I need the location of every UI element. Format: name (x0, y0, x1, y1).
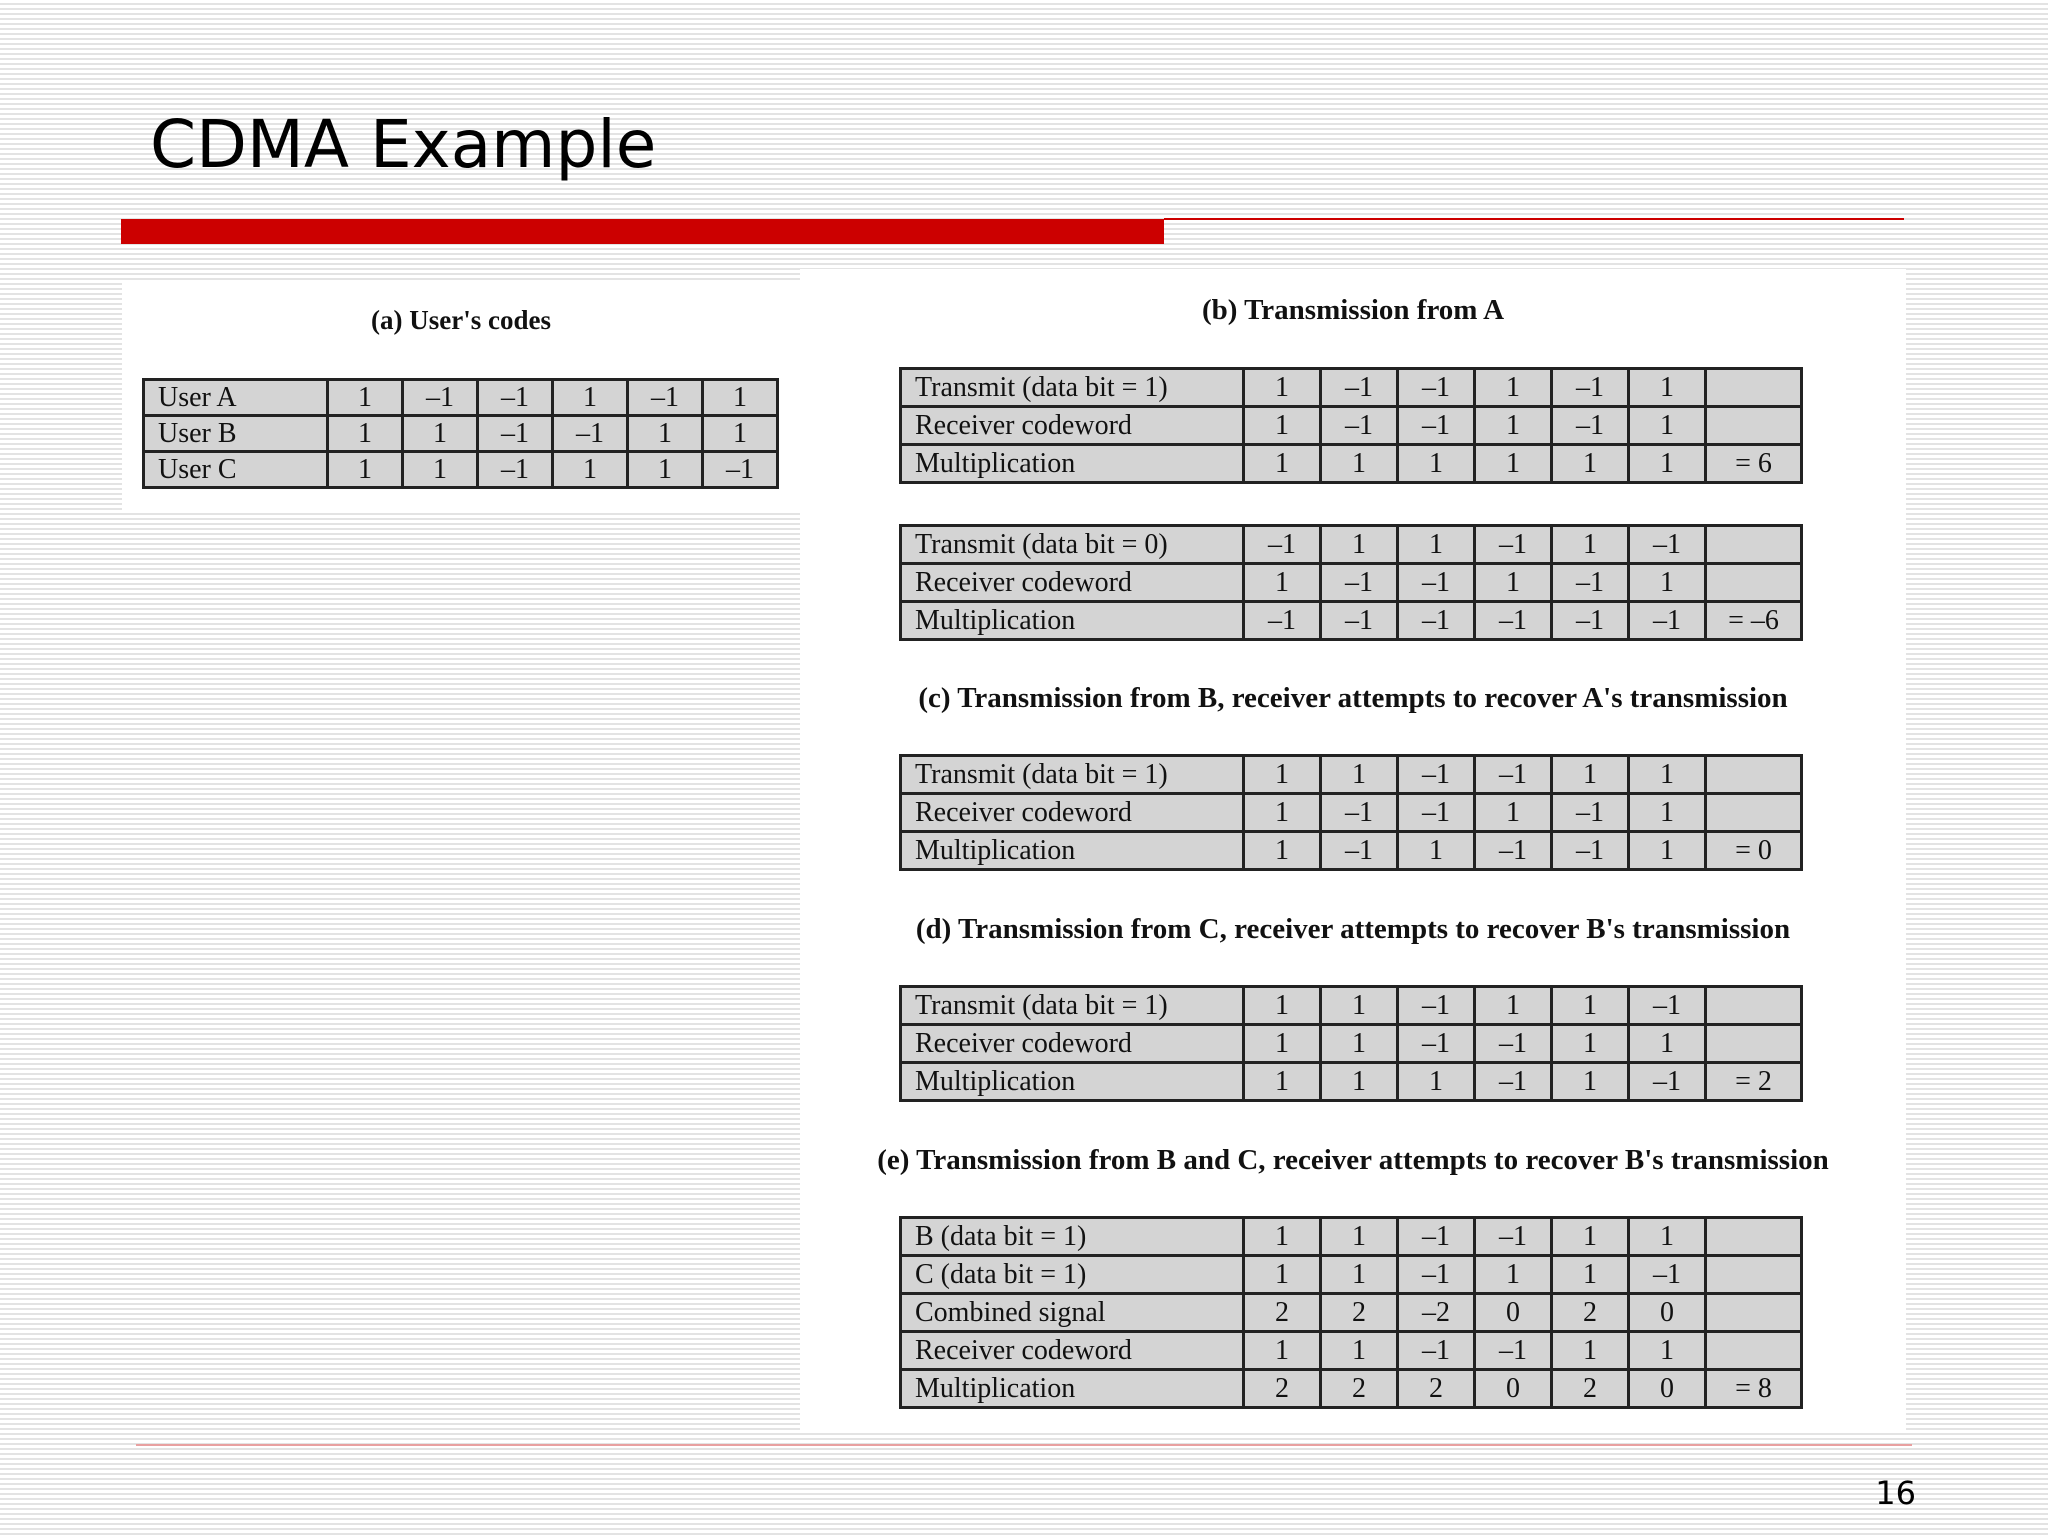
chip-value: 1 (1552, 987, 1629, 1025)
chip-value: 0 (1629, 1370, 1706, 1408)
chip-value: –1 (403, 380, 478, 416)
chip-value: 1 (1321, 445, 1398, 483)
chip-value: 1 (403, 452, 478, 488)
chip-value: –1 (1475, 1063, 1552, 1101)
footer-rule (136, 1444, 1912, 1446)
chip-value: –1 (628, 380, 703, 416)
chip-value: –1 (478, 452, 553, 488)
chip-value: 1 (1629, 1025, 1706, 1063)
chip-value: 1 (1244, 564, 1321, 602)
chip-value: 2 (1244, 1370, 1321, 1408)
chip-value: –1 (1629, 987, 1706, 1025)
chip-value: –1 (1475, 1218, 1552, 1256)
chip-value: 1 (553, 452, 628, 488)
chip-value: –1 (1321, 564, 1398, 602)
chip-value: –1 (1629, 526, 1706, 564)
chip-value: 1 (1629, 794, 1706, 832)
transmission-c-table (899, 985, 1803, 1102)
chip-value: –1 (1552, 794, 1629, 832)
chip-value: 1 (1321, 1256, 1398, 1294)
chip-value: –1 (1475, 1025, 1552, 1063)
chip-value: 1 (1321, 1025, 1398, 1063)
chip-value: –1 (1475, 756, 1552, 794)
chip-value: –1 (1321, 832, 1398, 870)
chip-value: 1 (1321, 526, 1398, 564)
row-label: Receiver codeword (901, 1332, 1244, 1370)
chip-value: 2 (1321, 1370, 1398, 1408)
chip-value: 1 (1244, 369, 1321, 407)
transmission-b-table (899, 754, 1803, 871)
chip-value: –1 (1321, 369, 1398, 407)
table-row (901, 1218, 1802, 1256)
chip-value: 1 (1244, 445, 1321, 483)
chip-value: 0 (1475, 1294, 1552, 1332)
chip-value: 1 (1321, 756, 1398, 794)
table-row (901, 445, 1802, 483)
chip-value: 1 (1244, 794, 1321, 832)
sum-value (1706, 794, 1802, 832)
chip-value: –1 (1629, 1256, 1706, 1294)
chip-value: 1 (1321, 1332, 1398, 1370)
row-label: Transmit (data bit = 0) (901, 526, 1244, 564)
chip-value: 1 (1398, 526, 1475, 564)
chip-value: 1 (1552, 526, 1629, 564)
chip-value: 1 (628, 416, 703, 452)
chip-value: 1 (328, 416, 403, 452)
chip-value: –1 (1552, 369, 1629, 407)
chip-value: –1 (1244, 526, 1321, 564)
table-row (901, 756, 1802, 794)
chip-value: 1 (553, 380, 628, 416)
table-row (901, 369, 1802, 407)
transmission-bc-table (899, 1216, 1803, 1409)
transmission-panel (800, 269, 1906, 1431)
chip-value: –1 (1321, 602, 1398, 640)
chip-value: –1 (1552, 602, 1629, 640)
sum-value (1706, 564, 1802, 602)
chip-value: 1 (1629, 445, 1706, 483)
chip-value: 1 (328, 452, 403, 488)
chip-value: 1 (1321, 1063, 1398, 1101)
chip-value: 1 (1552, 756, 1629, 794)
title-underline-bar (121, 219, 1164, 244)
chip-value: 2 (1398, 1370, 1475, 1408)
chip-value: –1 (478, 416, 553, 452)
chip-value: 1 (1629, 564, 1706, 602)
table-row (901, 832, 1802, 870)
row-label: Multiplication (901, 1370, 1244, 1408)
chip-value: –1 (1475, 602, 1552, 640)
chip-value: 1 (1321, 1218, 1398, 1256)
chip-value: –1 (1398, 756, 1475, 794)
chip-value: 1 (1629, 1332, 1706, 1370)
chip-value: –2 (1398, 1294, 1475, 1332)
table-row (144, 380, 778, 416)
chip-value: 1 (1629, 369, 1706, 407)
row-label: Transmit (data bit = 1) (901, 369, 1244, 407)
chip-value: –1 (553, 416, 628, 452)
chip-value: 0 (1475, 1370, 1552, 1408)
chip-value: –1 (1398, 1025, 1475, 1063)
chip-value: 2 (1552, 1294, 1629, 1332)
sum-value (1706, 1332, 1802, 1370)
chip-value: 1 (1398, 832, 1475, 870)
chip-value: 1 (1629, 832, 1706, 870)
users-codes-caption: (a) User's codes (371, 305, 551, 335)
chip-value: 1 (1244, 756, 1321, 794)
chip-value: –1 (1398, 564, 1475, 602)
sum-value: = 2 (1706, 1063, 1802, 1101)
chip-value: –1 (1398, 1256, 1475, 1294)
table-row (901, 1294, 1802, 1332)
table-row (901, 1332, 1802, 1370)
chip-value: 1 (1629, 407, 1706, 445)
chip-value: 1 (1552, 1063, 1629, 1101)
table-row (901, 1063, 1802, 1101)
chip-value: 2 (1552, 1370, 1629, 1408)
transmission-c-caption: (d) Transmission from C, receiver attempts to recover B's transmission (915, 913, 1791, 945)
row-label: Receiver codeword (901, 564, 1244, 602)
table-row (901, 987, 1802, 1025)
row-label: B (data bit = 1) (901, 1218, 1244, 1256)
chip-value: –1 (1552, 832, 1629, 870)
chip-value: –1 (1321, 794, 1398, 832)
table-row (901, 1025, 1802, 1063)
chip-value: –1 (1552, 407, 1629, 445)
row-label: Multiplication (901, 1063, 1244, 1101)
page-number: 16 (1875, 1474, 1916, 1512)
chip-value: –1 (1398, 1332, 1475, 1370)
row-label: Transmit (data bit = 1) (901, 756, 1244, 794)
row-label: Combined signal (901, 1294, 1244, 1332)
chip-value: 1 (1552, 1332, 1629, 1370)
chip-value: 1 (1629, 756, 1706, 794)
chip-value: 1 (628, 452, 703, 488)
chip-value: –1 (703, 452, 778, 488)
chip-value: 1 (403, 416, 478, 452)
users-codes-panel (122, 281, 800, 511)
sum-value (1706, 987, 1802, 1025)
sum-value (1706, 407, 1802, 445)
chip-value: 1 (1475, 987, 1552, 1025)
chip-value: 1 (1475, 445, 1552, 483)
row-label: C (data bit = 1) (901, 1256, 1244, 1294)
chip-value: –1 (1398, 794, 1475, 832)
chip-value: –1 (1398, 1218, 1475, 1256)
row-label: Receiver codeword (901, 794, 1244, 832)
chip-value: 1 (328, 380, 403, 416)
chip-value: –1 (1398, 369, 1475, 407)
chip-value: 1 (1398, 1063, 1475, 1101)
sum-value (1706, 1025, 1802, 1063)
chip-value: –1 (1629, 602, 1706, 640)
row-label: Multiplication (901, 445, 1244, 483)
chip-value: 1 (1244, 1332, 1321, 1370)
row-label: User B (144, 416, 328, 452)
sum-value: = –6 (1706, 602, 1802, 640)
chip-value: 1 (1398, 445, 1475, 483)
chip-value: –1 (1398, 602, 1475, 640)
slide-title: CDMA Example (150, 106, 657, 183)
transmission-b-caption: (c) Transmission from B, receiver attempts to recover A's transmission (918, 682, 1788, 714)
chip-value: –1 (1552, 564, 1629, 602)
sum-value: = 8 (1706, 1370, 1802, 1408)
chip-value: 1 (1475, 407, 1552, 445)
chip-value: 1 (1244, 407, 1321, 445)
row-label: Multiplication (901, 832, 1244, 870)
table-row (144, 416, 778, 452)
table-row (901, 564, 1802, 602)
chip-value: 1 (1244, 1025, 1321, 1063)
chip-value: 1 (1552, 445, 1629, 483)
row-label: Multiplication (901, 602, 1244, 640)
sum-value (1706, 1294, 1802, 1332)
row-label: Receiver codeword (901, 407, 1244, 445)
table-row (901, 526, 1802, 564)
transmission-a-caption: (b) Transmission from A (1201, 294, 1505, 326)
sum-value (1706, 369, 1802, 407)
transmission-a-bit1-table (899, 367, 1803, 484)
chip-value: –1 (1321, 407, 1398, 445)
table-row (144, 452, 778, 488)
chip-value: –1 (1629, 1063, 1706, 1101)
chip-value: –1 (1244, 602, 1321, 640)
chip-value: –1 (1475, 832, 1552, 870)
chip-value: 1 (1552, 1218, 1629, 1256)
chip-value: 1 (1321, 987, 1398, 1025)
chip-value: 1 (1629, 1218, 1706, 1256)
row-label: Receiver codeword (901, 1025, 1244, 1063)
chip-value: 1 (1475, 369, 1552, 407)
sum-value: = 6 (1706, 445, 1802, 483)
sum-value (1706, 1256, 1802, 1294)
table-row (901, 1370, 1802, 1408)
chip-value: 1 (1244, 1063, 1321, 1101)
chip-value: 1 (1475, 564, 1552, 602)
chip-value: –1 (1398, 987, 1475, 1025)
chip-value: 2 (1321, 1294, 1398, 1332)
chip-value: 1 (1244, 1256, 1321, 1294)
title-underline-rule (1164, 218, 1904, 220)
chip-value: –1 (1475, 526, 1552, 564)
chip-value: 1 (1475, 1256, 1552, 1294)
row-label: User C (144, 452, 328, 488)
chip-value: 1 (1244, 832, 1321, 870)
transmission-a-bit0-table (899, 524, 1803, 641)
sum-value (1706, 526, 1802, 564)
table-row (901, 1256, 1802, 1294)
chip-value: –1 (1475, 1332, 1552, 1370)
table-row (901, 602, 1802, 640)
row-label: Transmit (data bit = 1) (901, 987, 1244, 1025)
chip-value: 1 (703, 380, 778, 416)
chip-value: 1 (1552, 1025, 1629, 1063)
chip-value: 1 (1475, 794, 1552, 832)
chip-value: 1 (703, 416, 778, 452)
sum-value (1706, 756, 1802, 794)
chip-value: –1 (478, 380, 553, 416)
chip-value: –1 (1398, 407, 1475, 445)
chip-value: 2 (1244, 1294, 1321, 1332)
table-row (901, 407, 1802, 445)
chip-value: 0 (1629, 1294, 1706, 1332)
transmission-bc-caption: (e) Transmission from B and C, receiver attempts to recover B's transmission (877, 1144, 1829, 1176)
row-label: User A (144, 380, 328, 416)
sum-value (1706, 1218, 1802, 1256)
users-codes-table (142, 378, 779, 489)
sum-value: = 0 (1706, 832, 1802, 870)
chip-value: 1 (1552, 1256, 1629, 1294)
chip-value: 1 (1244, 987, 1321, 1025)
chip-value: 1 (1244, 1218, 1321, 1256)
table-row (901, 794, 1802, 832)
